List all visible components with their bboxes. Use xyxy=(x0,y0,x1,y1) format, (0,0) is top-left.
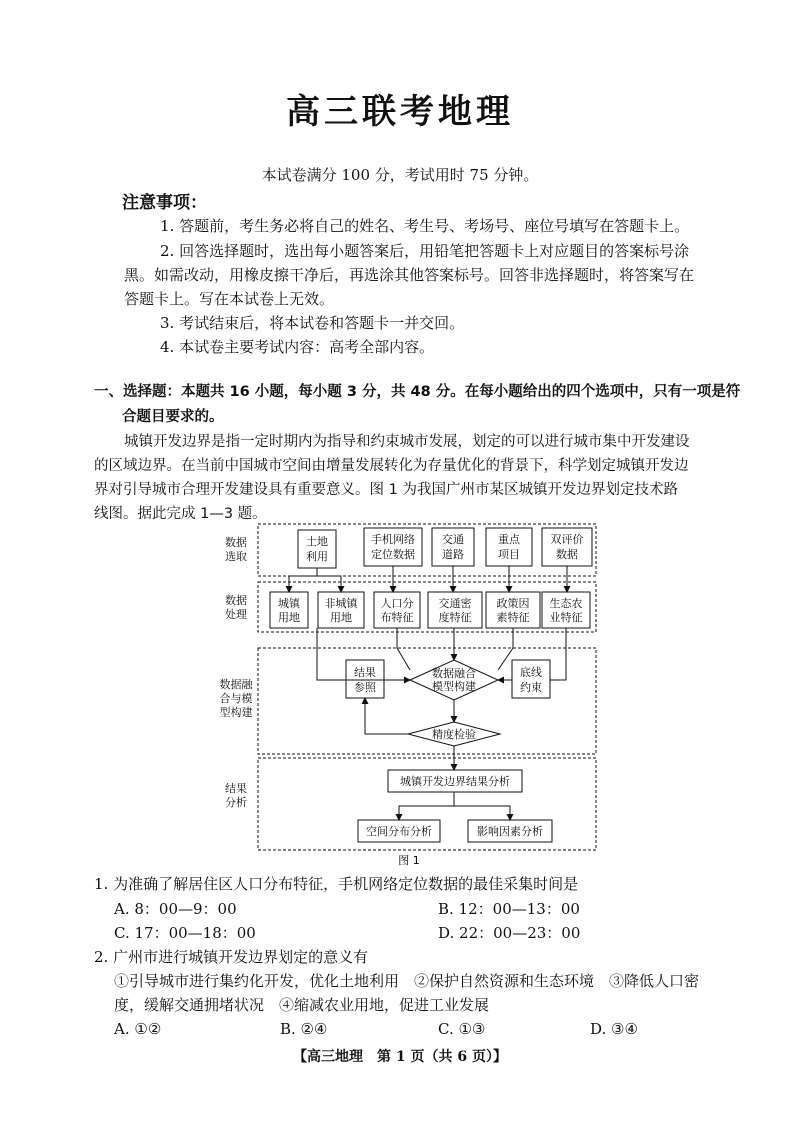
intro-line: 界对引导城市合理开发建设具有重要意义。图 1 为我国广州市某区城镇开发边界划定技术路 xyxy=(94,482,678,498)
svg-text:双评价: 双评价 xyxy=(550,533,584,546)
stage-frame-fusion xyxy=(258,648,596,754)
svg-text:约束: 约束 xyxy=(520,681,542,694)
section-heading: 一、选择题：本题共 16 小题，每小题 3 分，共 48 分。在每小题给出的四个选项中，只有一项是符 xyxy=(94,384,741,400)
exam-subtitle: 本试卷满分 100 分，考试用时 75 分钟。 xyxy=(261,166,539,184)
svg-text:空间分布分析: 空间分布分析 xyxy=(366,825,432,838)
notes-heading: 注意事项： xyxy=(122,193,207,213)
intro-line: 的区域边界。在当前中国城市空间由增量发展转化为存量优化的背景下，科学划定城镇开发边 xyxy=(94,458,689,474)
svg-text:定位数据: 定位数据 xyxy=(371,548,415,561)
svg-text:业特征: 业特征 xyxy=(549,611,583,624)
page-footer: 【高三地理 第 1 页（共 6 页）】 xyxy=(293,1049,507,1065)
svg-text:道路: 道路 xyxy=(442,548,464,561)
note-line: 3. 考试结束后，将本试卷和答题卡一并交回。 xyxy=(160,314,465,332)
svg-text:利用: 利用 xyxy=(306,550,328,563)
svg-text:度特征: 度特征 xyxy=(438,611,472,624)
flowchart-figure xyxy=(214,520,604,868)
svg-text:城镇开发边界结果分析: 城镇开发边界结果分析 xyxy=(400,775,510,788)
stage-label: 结果 xyxy=(225,782,247,795)
stage-label: 处理 xyxy=(225,608,247,621)
stage-label: 数据融 xyxy=(219,678,253,691)
intro-line: 线图。据此完成 1—3 题。 xyxy=(94,506,267,522)
stage-label: 选取 xyxy=(225,550,247,563)
svg-text:数据融合: 数据融合 xyxy=(432,667,476,680)
stage-label: 分析 xyxy=(225,796,247,809)
svg-text:影响因素分析: 影响因素分析 xyxy=(477,825,543,838)
svg-text:交通密: 交通密 xyxy=(438,597,472,610)
svg-text:模型构建: 模型构建 xyxy=(432,680,476,693)
svg-text:交通: 交通 xyxy=(442,533,464,546)
svg-text:项目: 项目 xyxy=(498,548,520,561)
svg-text:数据: 数据 xyxy=(556,548,578,561)
note-line: 2. 回答选择题时，选出每小题答案后，用铅笔把答题卡上对应题目的答案标号涂 xyxy=(160,242,690,260)
question-2-stem: 2. 广州市进行城镇开发边界划定的意义有 xyxy=(94,948,369,966)
svg-text:用地: 用地 xyxy=(278,611,300,624)
svg-text:土地: 土地 xyxy=(306,535,328,548)
stage-frame-processing xyxy=(258,582,596,632)
svg-text:结果: 结果 xyxy=(354,666,376,679)
stage-label: 数据 xyxy=(225,594,247,607)
note-line: 4. 本试卷主要考试内容：高考全部内容。 xyxy=(160,338,435,356)
q1-option-d[interactable]: D. 22：00—23：00 xyxy=(438,924,581,942)
svg-text:底线: 底线 xyxy=(520,666,542,679)
note-line: 1. 答题前，考生务必将自己的姓名、考生号、考场号、座位号填写在答题卡上。 xyxy=(160,217,690,235)
figure-caption: 图 1 xyxy=(398,854,420,867)
svg-text:重点: 重点 xyxy=(498,533,520,546)
q2-statement-line: ①引导城市进行集约化开发，优化土地利用 ②保护自然资源和生态环境 ③降低人口密 xyxy=(114,972,700,990)
q1-option-a[interactable]: A. 8：00—9：00 xyxy=(114,900,237,918)
svg-text:布特征: 布特征 xyxy=(380,611,414,624)
question-1-stem: 1. 为准确了解居住区人口分布特征，手机网络定位数据的最佳采集时间是 xyxy=(94,875,579,893)
svg-text:人口分: 人口分 xyxy=(380,597,414,610)
note-line: 黑。如需改动，用橡皮擦干净后，再选涂其他答案标号。回答非选择题时，将答案写在 xyxy=(124,266,695,284)
q2-statement-line: 度，缓解交通拥堵状况 ④缩减农业用地，促进工业发展 xyxy=(114,996,490,1014)
section-heading-cont: 合题目要求的。 xyxy=(122,409,224,425)
svg-text:手机网络: 手机网络 xyxy=(371,533,415,546)
svg-text:生态农: 生态农 xyxy=(549,597,583,610)
exam-title: 高三联考地理 xyxy=(286,92,514,132)
note-line: 答题卡上。写在本试卷上无效。 xyxy=(124,290,335,308)
q1-option-c[interactable]: C. 17：00—18：00 xyxy=(114,924,256,942)
q2-option-a[interactable]: A. ①② xyxy=(114,1020,162,1038)
svg-text:城镇: 城镇 xyxy=(278,597,300,610)
svg-text:政策因: 政策因 xyxy=(496,597,530,610)
q1-option-b[interactable]: B. 12：00—13：00 xyxy=(438,900,580,918)
svg-text:参照: 参照 xyxy=(354,681,376,694)
q2-option-d[interactable]: D. ③④ xyxy=(590,1020,638,1038)
q2-option-c[interactable]: C. ①③ xyxy=(438,1020,486,1038)
svg-text:素特征: 素特征 xyxy=(496,611,530,624)
intro-line: 城镇开发边界是指一定时期内为指导和约束城市发展，划定的可以进行城市集中开发建设 xyxy=(124,434,690,450)
svg-text:精度检验: 精度检验 xyxy=(432,728,476,741)
svg-text:非城镇: 非城镇 xyxy=(324,597,358,610)
svg-text:用地: 用地 xyxy=(330,611,352,624)
stage-label: 数据 xyxy=(225,536,247,549)
stage-label: 合与模 xyxy=(219,692,253,705)
stage-label: 型构建 xyxy=(219,706,253,719)
q2-option-b[interactable]: B. ②④ xyxy=(280,1020,328,1038)
